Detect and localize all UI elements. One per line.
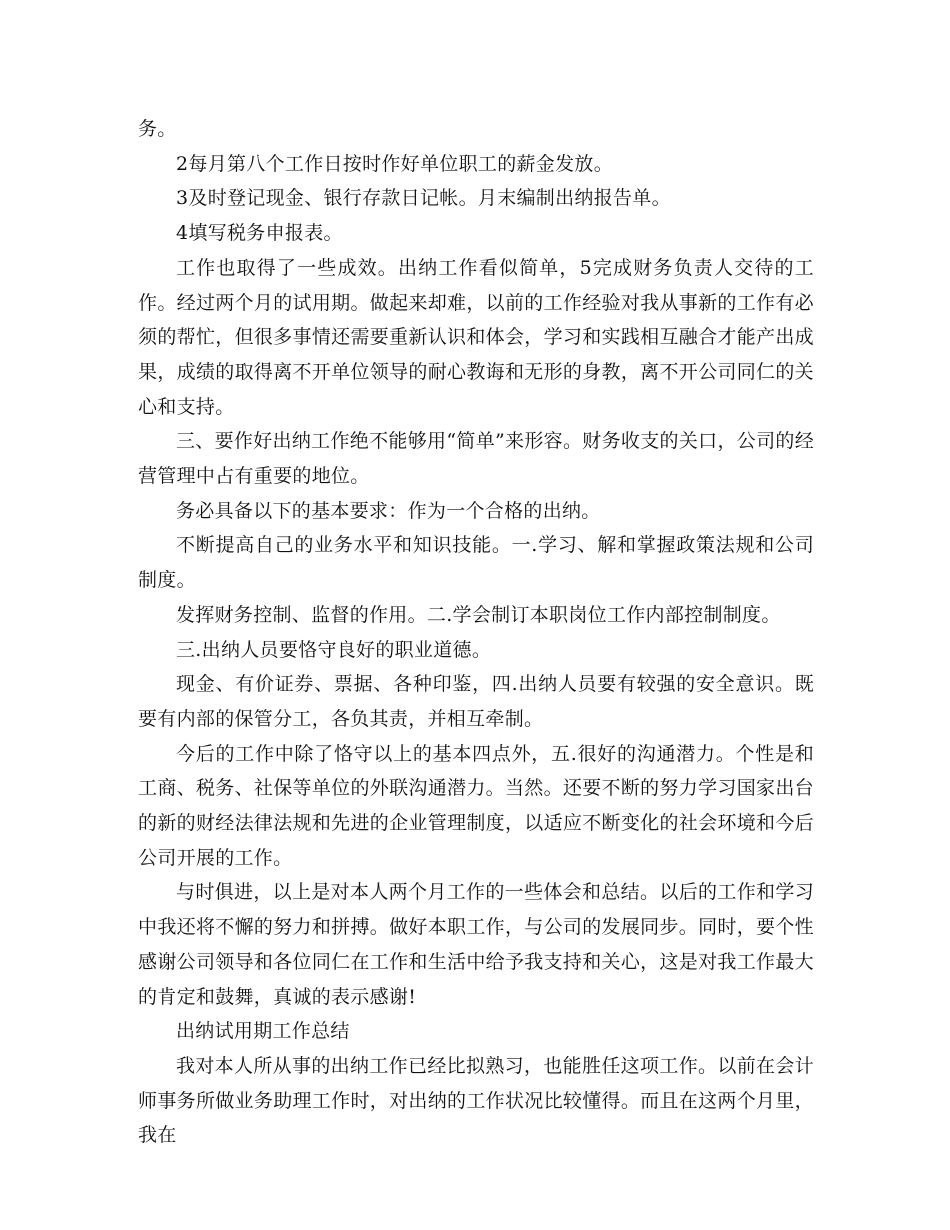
paragraph-requirement-five: 今后的工作中除了恪守以上的基本四点外，五.很好的沟通潜力。个性是和工商、税务、社保等单位的外联沟通潜力。当然。还要不断的努力学习国家出台的新的财经法律法规和先进的企业管理制度，以适应不断变化的社会环境和今后公司开展的工作。: [138, 742, 814, 869]
paragraph-item-2: 2每月第八个工作日按时作好单位职工的薪金发放。: [176, 152, 613, 175]
paragraph-section-three: 三、要作好出纳工作绝不能够用“简单”来形容。财务收支的关口，公司的经营管理中占有重要的地位。: [138, 430, 814, 488]
paragraph-item-4: 4填写税务申报表。: [176, 222, 343, 245]
paragraph-continuation: 务。: [138, 118, 177, 140]
document-body: [138, 112, 814, 1153]
paragraph-item-3: 3及时登记现金、银行存款日记帐。月末编制出纳报告单。: [176, 187, 671, 210]
paragraph-requirement-four: 现金、有价证券、票据、各种印鉴，四.出纳人员要有较强的安全意识。既要有内部的保管分工，各负其责，并相互牵制。: [138, 673, 814, 730]
paragraph-results: 工作也取得了一些成效。出纳工作看似简单，5完成财务负责人交待的工作。经过两个月的试用期。做起来却难，以前的工作经验对我从事新的工作有必须的帮忙，但很多事情还需要重新认识和体会，学习和实践相互融合才能产出成果，成绩的取得离不开单位领导的耐心教诲和无形的身教，离不开公司同仁的关心和支持。: [138, 256, 814, 418]
paragraph-intro: 我对本人所从事的出纳工作已经比拟熟习，也能胜任这项工作。以前在会计师事务所做业务助理工作时，对出纳的工作状况比较懂得。而且在这两个月里，我在: [138, 1054, 814, 1147]
paragraph-conclusion: 与时俱进，以上是对本人两个月工作的一些体会和总结。以后的工作和学习中我还将不懈的努力和拼搏。做好本职工作，与公司的发展同步。同时，要个性感谢公司领导和各位同仁在工作和生活中给予我支持和关心，这是对我工作最大的肯定和鼓舞，真诚的表示感谢!: [138, 881, 814, 1008]
paragraph-requirement-three: 三.出纳人员要恪守良好的职业道德。: [176, 638, 492, 661]
section-heading: 出纳试用期工作总结: [176, 1020, 350, 1043]
paragraph-requirement-two: 发挥财务控制、监督的作用。二.学会制订本职岗位工作内部控制制度。: [176, 603, 781, 626]
paragraph-requirements: 务必具备以下的基本要求：作为一个合格的出纳。: [176, 499, 601, 522]
paragraph-requirement-one: 不断提高自己的业务水平和知识技能。一.学习、解和掌握政策法规和公司制度。: [138, 534, 814, 592]
